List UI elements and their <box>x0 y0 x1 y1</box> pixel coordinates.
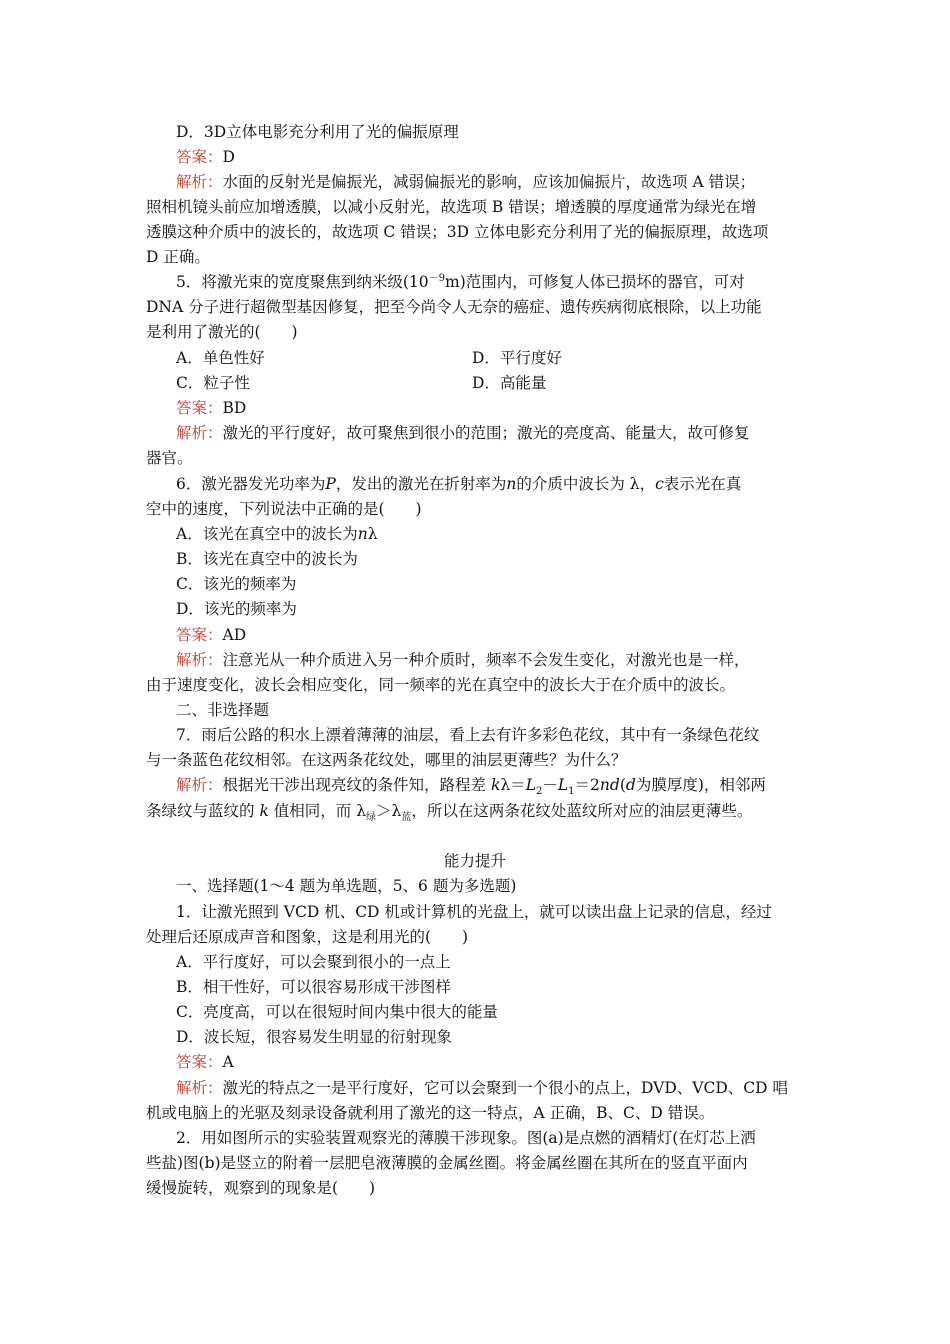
analysis-text: 注意光从一种介质进入另一种介质时，频率不会发生变化，对激光也是一样， <box>222 651 750 669</box>
q5-options-row-1 <box>176 348 562 368</box>
a1-option-b: B．相干性好，可以很容易形成干涉图样 <box>176 978 451 996</box>
q7-var-l: L <box>525 776 536 794</box>
analysis-label: 解析： <box>176 424 223 442</box>
section-heading-non-choice: 二、非选择题 <box>176 701 270 719</box>
q7-text: ( <box>619 776 626 794</box>
q7-line-1: 7．雨后公路的积水上漂着薄薄的油层，看上去有许多彩色花纹，其中有一条绿色花纹 <box>176 726 760 744</box>
q6-var-p: P <box>325 475 336 493</box>
q6-option-text: A．该光在真空中的波长为 <box>176 525 358 543</box>
q4-analysis-line-3: 透膜这种介质中的波长的，故选项 C 错误；3D 立体电影充分利用了光的偏振原理，故选项 <box>146 223 769 241</box>
q6-option-b: B．该光在真空中的波长为 <box>176 550 358 568</box>
q7-subscript: 2 <box>535 786 543 798</box>
analysis-text: 激光的特点之一是平行度好，它可以会聚到一个很小的点上，DVD、VCD、CD 唱 <box>222 1079 788 1097</box>
q5-analysis-line-2: 器官。 <box>146 449 193 467</box>
q7-var-k: k <box>259 802 269 820</box>
q4-option-d: D．3D立体电影充分利用了光的偏振原理 <box>176 123 459 141</box>
answer-value: D <box>222 148 235 166</box>
answer-value: A <box>222 1053 234 1071</box>
q7-text: 为膜厚度)，相邻两 <box>635 776 766 794</box>
q5-text: m)范围内，可修复人体已损坏的器官，可对 <box>445 273 745 291</box>
analysis-text: 水面的反射光是偏振光，减弱偏振光的影响，应该加偏振片，故选项 A 错误； <box>222 173 756 191</box>
analysis-text: 激光的平行度好，故可聚焦到很小的范围；激光的亮度高、能量大，故可修复 <box>222 424 750 442</box>
q5-option-b: D．平行度好 <box>472 349 562 367</box>
q5-options-row-2 <box>176 373 547 393</box>
q5-option-c: C．粒子性 <box>176 374 250 392</box>
q7-text: ＞λ <box>376 802 402 820</box>
a2-line-2: 些盐)图(b)是竖立的附着一层肥皂液薄膜的金属丝圈。将金属丝圈在其所在的竖直平面内 <box>146 1154 748 1172</box>
q6-var-n: n <box>357 525 368 543</box>
q6-text: ，发出的激光在折射率为 <box>335 475 507 493</box>
analysis-label: 解析： <box>176 651 223 669</box>
q6-option-d: D．该光的频率为 <box>176 600 297 618</box>
q5-line-3: 是利用了激光的( ) <box>146 323 298 341</box>
q5-text: 5．将激光束的宽度聚焦到纳米级(10 <box>176 273 429 291</box>
q7-text: λ＝ <box>500 776 526 794</box>
q4-answer <box>176 147 235 167</box>
a1-option-a: A．平行度好，可以会聚到很小的一点上 <box>176 953 451 971</box>
a1-analysis-line-1 <box>176 1078 788 1098</box>
analysis-label: 解析： <box>176 776 223 794</box>
q6-analysis-line-1 <box>176 650 750 670</box>
q5-exponent: －9 <box>428 272 446 284</box>
a2-line-1: 2．用如图所示的实验装置观察光的薄膜干涉现象。图(a)是点燃的酒精灯(在灯芯上洒 <box>176 1129 756 1147</box>
q7-line-2: 与一条蓝色花纹相邻。在这两条花纹处，哪里的油层更薄些？为什么？ <box>146 751 627 769</box>
q6-option-c: C．该光的频率为 <box>176 575 297 593</box>
q4-analysis-line-1 <box>176 172 755 192</box>
a1-line-1: 1．让激光照到 VCD 机、CD 机或计算机的光盘上，就可以读出盘上记录的信息，经过 <box>176 903 772 921</box>
q5-answer <box>176 398 246 418</box>
a1-option-c: C．亮度高，可以在很短时间内集中很大的能量 <box>176 1003 498 1021</box>
q7-text: 值相同，而 λ <box>268 802 367 820</box>
q7-text: － <box>542 776 558 794</box>
q7-text: ，所以在这两条花纹处蓝纹所对应的油层更薄些。 <box>411 802 753 820</box>
q7-subscript: 蓝 <box>401 812 412 824</box>
q6-lambda: λ <box>367 525 378 543</box>
a2-line-3: 缓慢旋转，观察到的现象是( ) <box>146 1179 376 1197</box>
answer-label: 答案： <box>176 148 223 166</box>
q7-var-l: L <box>557 776 569 794</box>
q7-subscript: 1 <box>568 786 575 798</box>
q7-text: 条绿纹与蓝纹的 <box>146 802 260 820</box>
q6-var-c: c <box>655 475 664 493</box>
q5-option-d: D．高能量 <box>472 374 547 392</box>
answer-value: AD <box>222 626 247 644</box>
q5-line-2: DNA 分子进行超微型基因修复，把至今尚令人无奈的癌症、遗传疾病彻底根除，以上功能 <box>146 298 762 316</box>
q5-line-1 <box>176 272 745 292</box>
answer-label: 答案： <box>176 399 223 417</box>
answer-label: 答案： <box>176 626 223 644</box>
q6-text: 的介质中波长为 λ， <box>516 475 656 493</box>
a1-answer <box>176 1052 234 1072</box>
q6-line-1 <box>176 474 741 494</box>
q7-analysis-line-1 <box>176 775 766 798</box>
a1-line-2: 处理后还原成声音和图象，这是利用光的( ) <box>146 928 469 946</box>
q5-analysis-line-1 <box>176 423 750 443</box>
q6-text: 6．激光器发光功率为 <box>176 475 326 493</box>
q6-option-a <box>176 524 378 544</box>
q6-text: 表示光在真 <box>663 475 742 493</box>
q5-option-a: A．单色性好 <box>176 349 265 367</box>
q7-subscript: 绿 <box>366 812 377 824</box>
q4-analysis-line-2: 照相机镜头前应加增透膜，以减小反射光，故选项 B 错误；增透膜的厚度通常为绿光在增 <box>146 198 757 216</box>
analysis-label: 解析： <box>176 173 223 191</box>
q7-text: ＝2 <box>574 776 600 794</box>
q6-line-2: 空中的速度，下列说法中正确的是( ) <box>146 500 422 518</box>
section-title-ability: 能力提升 <box>443 852 506 870</box>
q4-analysis-line-4: D 正确。 <box>146 248 210 266</box>
q7-text: 根据光干涉出现亮纹的条件知，路程差 <box>222 776 491 794</box>
q7-var-d: d <box>625 776 636 794</box>
q7-var-nd: nd <box>599 776 620 794</box>
q7-analysis-line-2 <box>146 801 753 824</box>
q7-var-k: k <box>490 776 501 794</box>
answer-value: BD <box>222 399 247 417</box>
a1-option-d: D．波长短，很容易发生明显的衍射现象 <box>176 1028 452 1046</box>
analysis-label: 解析： <box>176 1079 223 1097</box>
q6-analysis-line-2: 由于速度变化，波长会相应变化，同一频率的光在真空中的波长大于在介质中的波长。 <box>146 676 736 694</box>
q6-answer <box>176 625 246 645</box>
q6-var-n: n <box>506 475 517 493</box>
answer-label: 答案： <box>176 1053 223 1071</box>
section-heading-choice: 一、选择题(1～4 题为单选题，5、6 题为多选题) <box>176 877 517 895</box>
a1-analysis-line-2: 机或电脑上的光驱及刻录设备就利用了激光的这一特点，A 正确，B、C、D 错误。 <box>146 1104 715 1122</box>
